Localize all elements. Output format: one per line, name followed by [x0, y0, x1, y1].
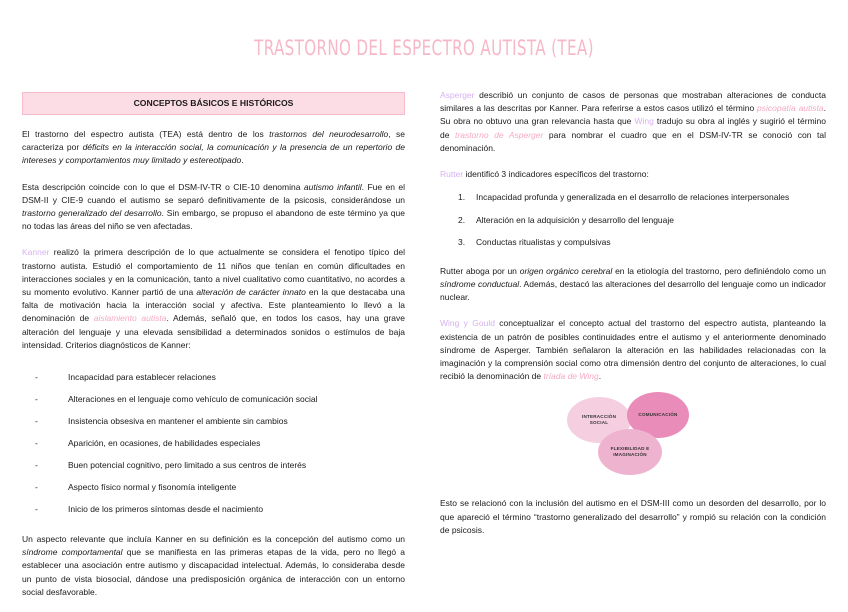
author-name: Wing: [634, 116, 654, 127]
list-number: 3.: [458, 237, 466, 248]
list-number: 1.: [458, 192, 466, 203]
paragraph-rutter-intro: [440, 168, 826, 181]
list-number: 2.: [458, 214, 466, 225]
text: tradujo su obra al inglés y sugirió el término de: [440, 116, 826, 140]
paragraph-tea-definition: [22, 128, 405, 168]
emphasis: déficits en la interacción social, la comunicación y la presencia de un repertorio de intereses y comportamientos muy limitado y estereotipado: [22, 142, 405, 166]
text: realizó la primera descripción de lo que actualmente se considera el fenotipo típico del trastorno autista. Estudió el comportamiento de 11 niños que tenían en común dificultades en interacciones sociales y en la comunicación, tanto a nivel cualitativo como cuantitativo, no acordes a su momento evolutivo. Kanner partió de una: [22, 247, 405, 298]
kanner-criteria-list: [22, 371, 405, 525]
emphasis: origen orgánico cerebral: [519, 265, 613, 276]
text: .: [598, 371, 602, 382]
highlight-term: aislamiento autista: [93, 313, 167, 324]
highlight-term: trastorno de Asperger: [455, 129, 544, 140]
list-item: - Inicio de los primeros síntomas desde el nacimiento: [22, 503, 405, 525]
emphasis: síndrome comportamental: [22, 547, 123, 558]
highlight-term: tríada de Wing: [543, 371, 599, 382]
triad-label: COMUNICACIÓN: [638, 412, 678, 418]
triad-label: FLEXIBILIDAD E IMAGINACIÓN: [610, 446, 650, 458]
paragraph-dsm-iii: Esto se relacionó con la inclusión del autismo en el DSM-III como un desorden del desarrollo, por lo que apareció el término “trastorno generalizado del desarrollo” y rompió su relación con la condición de psicosis.: [440, 498, 826, 535]
emphasis: trastornos del neurodesarrollo: [269, 129, 389, 139]
text: Esta descripción coincide con lo que el DSM-IV-TR o CIE-10 denomina: [22, 181, 304, 192]
right-column: [440, 89, 826, 550]
document-title: TRASTORNO DEL ESPECTRO AUTISTA (TEA): [254, 36, 594, 60]
triad-label: INTERACCIÓN SOCIAL: [582, 414, 617, 426]
list-item: - Aparición, en ocasiones, de habilidades especiales: [22, 437, 405, 459]
list-text: Incapacidad profunda y generalizada en el desarrollo de relaciones interpersonales: [476, 192, 790, 203]
author-name: Asperger: [440, 90, 475, 100]
paragraph-kanner: [22, 246, 405, 352]
text: para nombrar el cuadro que en el DSM-IV-TR se conoció con tal denominación.: [440, 129, 826, 153]
text: en la etiología del trastorno, pero definiéndolo como un: [612, 265, 826, 276]
highlight-term: psicopatía autista: [757, 103, 824, 114]
list-item: [440, 191, 826, 214]
rutter-indicators-list: [440, 191, 826, 259]
author-name: Wing y Gould: [440, 318, 495, 329]
list-item: - Alteraciones en el lenguaje como vehículo de comunicación social: [22, 393, 405, 415]
list-item: - Incapacidad para establecer relaciones: [22, 371, 405, 393]
text: describió un conjunto de casos de personas que mostraban alteraciones de conducta similares a las descritas por Kanner. Para referirse a estos casos utilizó el término: [440, 90, 826, 114]
text: identificó 3 indicadores específicos del trastorno:: [463, 169, 649, 180]
author-name: Rutter: [440, 169, 464, 180]
list-item: - Insistencia obsesiva en mantener el ambiente sin cambios: [22, 415, 405, 437]
text: en la que destacaba una falta de motivación hacia la interacción social y afectiva. Este planteamiento lo llevó a la denominación de: [22, 287, 405, 324]
text: . Además, destacó las alteraciones del desarrollo del lenguaje como un indicador nuclear.: [440, 278, 826, 303]
emphasis: síndrome conductual: [440, 278, 520, 289]
text: Un aspecto relevante que incluía Kanner en su definición es la concepción del autismo como un: [22, 534, 405, 545]
triad-ellipse-imagination: [598, 429, 662, 475]
text: . Sin embargo, se propuso el abandono de este término ya que no todas las áreas del niño se ven afectadas.: [22, 208, 405, 232]
text: El trastorno del espectro autista (TEA) está dentro de los: [22, 129, 270, 139]
text: .: [241, 155, 244, 166]
text: . Fue en el DSM-II y CIE-9 cuando el autismo se separó definitivamente de la psicosis, considerándose un: [22, 181, 405, 205]
list-item: - Aspecto físico normal y fisonomía inteligente: [22, 481, 405, 503]
text: , se caracteriza por: [22, 129, 405, 153]
author-name: Kanner: [22, 247, 50, 258]
list-item: - Buen potencial cognitivo, pero limitado a sus centros de interés: [22, 459, 405, 481]
paragraph-wing-gould: [440, 317, 826, 383]
emphasis: trastorno generalizado del desarrollo: [22, 208, 162, 219]
list-text: Conductas ritualistas y compulsivas: [476, 237, 611, 248]
text: que se manifiesta en las primeras etapas de la vida, pero no llegó a establecer una asociación entre autismo y discapacidad intelectual. Además, lo consideraba desde un punto de vista biosocial, dándose una predisposición orgánica de interacción con un entorno social desfavorable.: [22, 547, 405, 597]
paragraph-dsm: [22, 181, 405, 234]
paragraph-asperger: [440, 89, 826, 155]
section-heading: CONCEPTOS BÁSICOS E HISTÓRICOS: [22, 92, 405, 115]
paragraph-rutter: [440, 265, 826, 305]
text: . Además, señaló que, en todos los casos, hay una grave alteración del lenguaje y una elevada sensibilidad a determinados sonidos o estímulos de baja intensidad. Criterios diagnósticos de Kanner:: [22, 313, 406, 350]
text: . Su obra no obtuvo una gran relevancia hasta que: [440, 103, 827, 127]
text: Rutter aboga por un: [440, 265, 520, 276]
wing-triad-diagram: [440, 389, 826, 485]
paragraph-kanner-definition: [22, 533, 405, 599]
emphasis: alteración de carácter innato: [196, 287, 306, 298]
list-item: [440, 236, 826, 259]
left-column: [22, 92, 405, 612]
emphasis: autismo infantil: [303, 181, 362, 192]
list-item: [440, 214, 826, 237]
text: conceptualizar el concepto actual del trastorno del espectro autista, planteando la existencia de un patrón de posibles continuidades entre el autismo y el anteriormente denominado síndrome de Asperger. También señalaron la alteración en las habilidades relacionadas con la imaginación y la comprensión social como otra dimensión dentro del conjunto de alteraciones, lo cual recibió la denominación de: [440, 318, 826, 382]
list-text: Alteración en la adquisición y desarrollo del lenguaje: [476, 214, 674, 225]
